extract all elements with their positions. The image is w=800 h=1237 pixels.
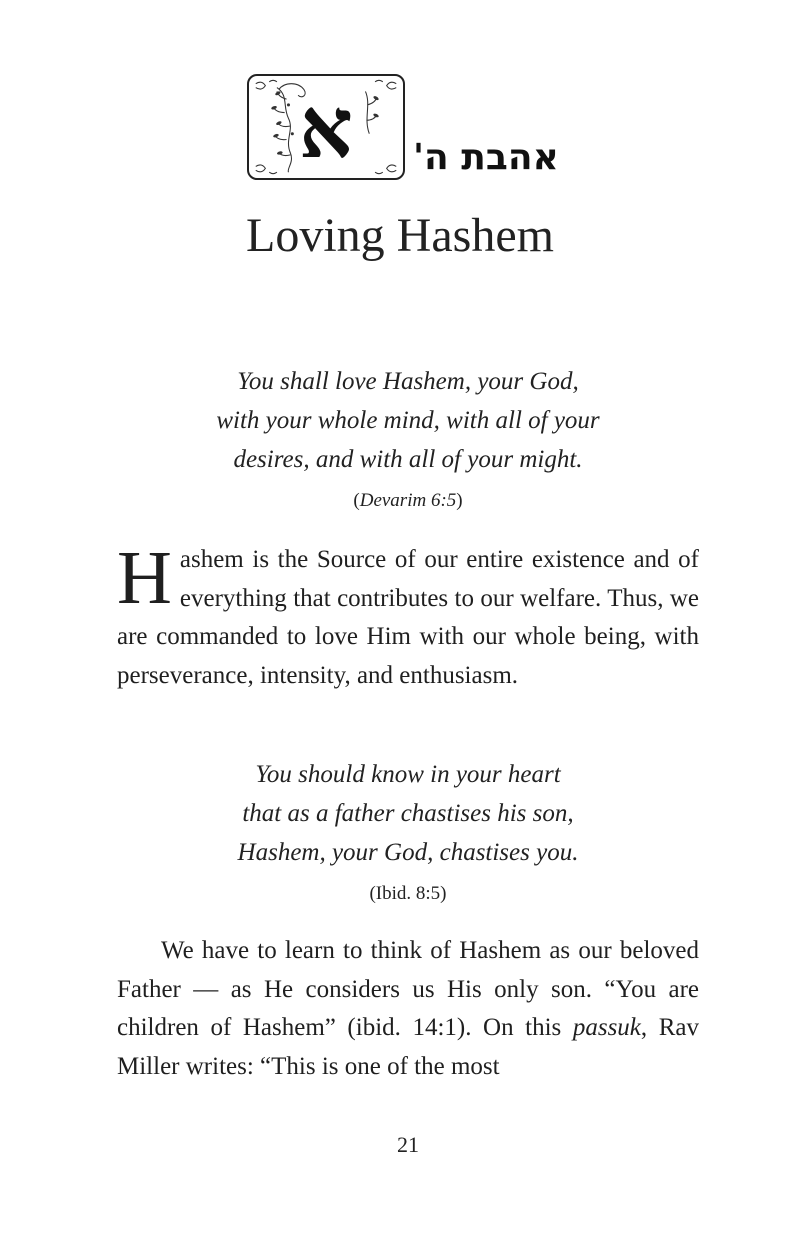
verse-quote-2 — [0, 755, 800, 872]
verse-source-1: (Devarim 6:5) — [353, 490, 463, 511]
drop-cap: H — [117, 536, 172, 620]
paragraph-text: , Rav Miller writes: “This is one of the most — [117, 1014, 699, 1080]
verse-quote-1 — [0, 362, 800, 479]
italic-term: passuk — [572, 1014, 641, 1041]
verse-line: with your whole mind, with all of your — [216, 407, 600, 434]
hebrew-chapter-title: אהבת ה' — [413, 137, 559, 178]
page-number: 21 — [397, 1132, 419, 1157]
verse-source-book: Devarim 6:5 — [359, 490, 457, 511]
verse-source-2: (Ibid. 8:5) — [369, 883, 447, 904]
body-paragraph-1 — [117, 536, 699, 695]
verse-line: Hashem, your God, chastises you. — [237, 839, 579, 866]
verse-line: You shall love Hashem, your God, — [237, 368, 579, 395]
verse-line: desires, and with all of your might. — [233, 446, 583, 473]
body-paragraph-2 — [117, 932, 699, 1086]
decorated-initial-box — [247, 74, 405, 180]
verse-line: that as a father chastises his son, — [242, 800, 574, 827]
verse-line: You should know in your heart — [255, 761, 561, 788]
paragraph-text: We have to learn to think of Hashem as our beloved Father — as He considers us His only son. “You are children of Hashem” (ibid. 14:1). On this — [117, 937, 699, 1041]
hebrew-initial-letter: א — [299, 78, 353, 177]
chapter-title: Loving Hashem — [246, 209, 554, 262]
paragraph-text: ashem is the Source of our entire existence and of everything that contributes to our welfare. Thus, we are commanded to love Him with our whole being, with perseverance, intensity, and enthusiasm. — [117, 546, 699, 689]
